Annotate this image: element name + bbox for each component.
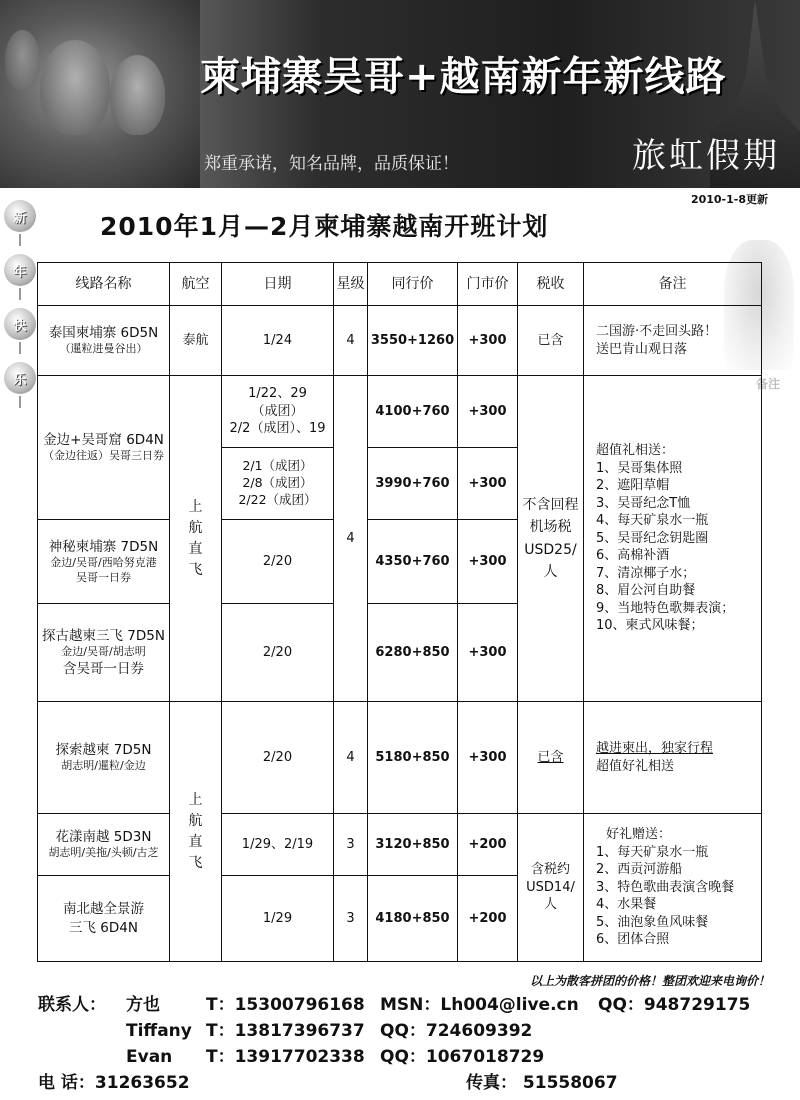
gift-item: 9、当地特色歌舞表演；	[596, 600, 735, 616]
retail-cell: +300	[458, 604, 518, 702]
date-line: （成团）	[251, 403, 304, 419]
notes-cell	[584, 376, 762, 702]
brand-name: 旅虹假期	[632, 136, 780, 176]
route-cell	[38, 702, 170, 814]
contact-msn: MSN：Lh004@live.cn	[380, 995, 579, 1015]
fax-number: 传真： 51558067	[466, 1073, 618, 1093]
route-cell	[38, 376, 170, 520]
route-name: 金边+吴哥窟 6D4N	[43, 431, 164, 448]
gift-item: 1、每天矿泉水一瓶	[596, 844, 709, 860]
price-cell: 4350+760	[368, 520, 458, 604]
route-cell	[38, 604, 170, 702]
col-header: 日期	[222, 263, 334, 306]
table-row	[38, 814, 762, 876]
date-line: 2/8（成团）	[242, 475, 313, 491]
contact-qq: QQ：1067018729	[380, 1047, 545, 1067]
contact-tel: T：13817396737	[206, 1021, 365, 1041]
col-header: 线路名称	[38, 263, 170, 306]
retail-cell: +200	[458, 814, 518, 876]
star-cell: 4	[334, 376, 368, 702]
note-line: 送巴肯山观日落	[596, 341, 688, 357]
date-cell	[222, 448, 334, 520]
gift-item: 7、清凉椰子水；	[596, 565, 696, 581]
gift-item: 6、高棉补酒	[596, 548, 670, 564]
retail-cell: +200	[458, 876, 518, 962]
route-sub: 三飞 6D4N	[69, 919, 138, 936]
price-disclaimer: 以上为散客拼团的价格！整团欢迎来电询价！	[529, 974, 770, 988]
tax-cell	[518, 814, 584, 962]
gift-item: 3、特色歌曲表演含晚餐	[596, 879, 735, 895]
route-name: 神秘柬埔寨 7D5N	[48, 538, 159, 555]
route-name: 南北越全景游	[63, 901, 144, 918]
notes-cell	[584, 306, 762, 376]
route-name: 探古越柬三飞 7D5N	[42, 627, 165, 644]
route-sub: 含吴哥一日券	[63, 660, 144, 677]
star-cell: 3	[334, 814, 368, 876]
col-header: 门市价	[458, 263, 518, 306]
gift-item: 4、每天矿泉水一瓶	[596, 513, 709, 529]
date-cell: 1/29	[222, 876, 334, 962]
bayon-statue-image	[0, 0, 200, 188]
route-cell	[38, 306, 170, 376]
table-row	[38, 306, 762, 376]
note-line: 超值好礼相送	[596, 758, 675, 774]
notes-cell	[584, 702, 762, 814]
contact-qq: QQ：948729175	[598, 995, 751, 1015]
airline: 上航直飞	[188, 791, 203, 871]
contact-row	[38, 1070, 778, 1096]
gift-item: 4、水果餐	[596, 897, 657, 913]
date-cell: 2/20	[222, 702, 334, 814]
note-line: 越进柬出，独家行程	[596, 740, 714, 756]
contact-block	[38, 992, 778, 1096]
route-name: 探索越柬 7D5N	[55, 741, 152, 758]
gift-title: 超值礼相送：	[596, 442, 675, 458]
page-title: 2010年1月—2月柬埔寨越南开班计划	[100, 212, 549, 241]
route-sub: 金边/吴哥/胡志明	[61, 645, 146, 659]
col-header: 星级	[334, 263, 368, 306]
star-cell: 4	[334, 702, 368, 814]
lantern-icon: 快	[4, 308, 36, 340]
date-cell: 1/29、2/19	[222, 814, 334, 876]
route-sub: 胡志明/暹粒/金边	[61, 759, 146, 773]
star-cell: 3	[334, 876, 368, 962]
airline-cell	[170, 376, 222, 702]
date-cell: 2/20	[222, 604, 334, 702]
notes-cell	[584, 814, 762, 962]
gift-item: 5、油泡象鱼风味餐	[596, 914, 709, 930]
tax-cell	[518, 376, 584, 702]
tax-text: 不含回程机场税USD25/人	[522, 496, 579, 580]
retail-cell: +300	[458, 520, 518, 604]
route-sub: 胡志明/美拖/头顿/古芝	[48, 846, 159, 860]
gift-item: 10、柬式风味餐；	[596, 618, 704, 634]
gift-item: 3、吴哥纪念T恤	[596, 495, 691, 511]
star-cell: 4	[334, 306, 368, 376]
gift-title: 好礼赠送：	[606, 827, 672, 843]
headline: 柬埔寨吴哥+越南新年新线路	[200, 54, 727, 100]
update-date: 2010-1-8更新	[690, 193, 768, 206]
airline-cell	[170, 702, 222, 962]
contact-name: Evan	[126, 1047, 173, 1067]
retail-cell: +300	[458, 306, 518, 376]
route-sub: （金边往返）吴哥三日券	[43, 449, 164, 463]
price-cell: 6280+850	[368, 604, 458, 702]
route-cell	[38, 814, 170, 876]
airline-cell	[170, 306, 222, 376]
route-cell	[38, 520, 170, 604]
table-row	[38, 376, 762, 448]
contact-name: 方也	[126, 995, 160, 1015]
route-sub: （暹粒进曼谷出）	[59, 342, 148, 356]
retail-cell: +300	[458, 448, 518, 520]
contact-qq: QQ：724609392	[380, 1021, 533, 1041]
col-header: 税收	[518, 263, 584, 306]
header-banner	[0, 0, 800, 188]
contact-row	[38, 1044, 778, 1070]
gift-item: 2、西贡河游船	[596, 862, 683, 878]
route-name: 花漾南越 5D3N	[55, 828, 152, 845]
date-line: 2/2（成团）、19	[229, 421, 326, 437]
note-line: 二国游·不走回头路！	[596, 323, 718, 339]
route-cell	[38, 876, 170, 962]
route-sub: 吴哥一日券	[76, 570, 131, 584]
ornament-label: 备注	[755, 377, 780, 391]
col-header: 航空	[170, 263, 222, 306]
contact-row	[38, 1018, 778, 1044]
col-header: 同行价	[368, 263, 458, 306]
price-cell: 4180+850	[368, 876, 458, 962]
col-header: 备注	[584, 263, 762, 306]
route-sub: 金边/吴哥/西哈努克港	[50, 555, 157, 569]
date-cell: 1/24	[222, 306, 334, 376]
gift-item: 6、团体合照	[596, 932, 670, 948]
date-line: 2/1（成团）	[242, 458, 313, 474]
lantern-decoration	[4, 200, 40, 416]
gift-item: 2、遮阳草帽	[596, 478, 670, 494]
retail-cell: +300	[458, 702, 518, 814]
contact-tel: T：15300796168	[206, 995, 365, 1015]
gift-item: 8、眉公河自助餐	[596, 583, 696, 599]
airline: 泰航	[182, 332, 209, 348]
tax-text: 已含	[537, 749, 564, 765]
gift-item: 5、吴哥纪念钥匙圈	[596, 530, 709, 546]
slogan: 郑重承诺，知名品牌，品质保证！	[204, 154, 459, 174]
tax-text: 含税约USD14/人	[526, 862, 575, 913]
contact-tel: T：13917702338	[206, 1047, 365, 1067]
airline: 上航直飞	[188, 498, 203, 578]
lantern-icon: 新	[4, 200, 36, 232]
tax-cell: 已含	[518, 306, 584, 376]
date-cell: 2/20	[222, 520, 334, 604]
contact-label: 联系人：	[38, 995, 106, 1015]
schedule-table	[37, 262, 762, 962]
table-header-row	[38, 263, 762, 306]
date-line: 2/22（成团）	[238, 491, 317, 507]
contact-row	[38, 992, 778, 1018]
lantern-icon: 年	[4, 254, 36, 286]
tax-cell	[518, 702, 584, 814]
route-name: 泰国柬埔寨 6D5N	[48, 324, 159, 341]
price-cell: 3550+1260	[368, 306, 458, 376]
price-cell: 4100+760	[368, 376, 458, 448]
office-phone: 电 话：31263652	[38, 1073, 190, 1093]
price-cell: 3990+760	[368, 448, 458, 520]
price-cell: 5180+850	[368, 702, 458, 814]
date-line: 1/22、29	[248, 386, 307, 402]
table-row	[38, 702, 762, 814]
contact-name: Tiffany	[126, 1021, 192, 1041]
price-cell: 3120+850	[368, 814, 458, 876]
retail-cell: +300	[458, 376, 518, 448]
lantern-icon: 乐	[4, 362, 36, 394]
date-cell	[222, 376, 334, 448]
gift-item: 1、吴哥集体照	[596, 460, 683, 476]
